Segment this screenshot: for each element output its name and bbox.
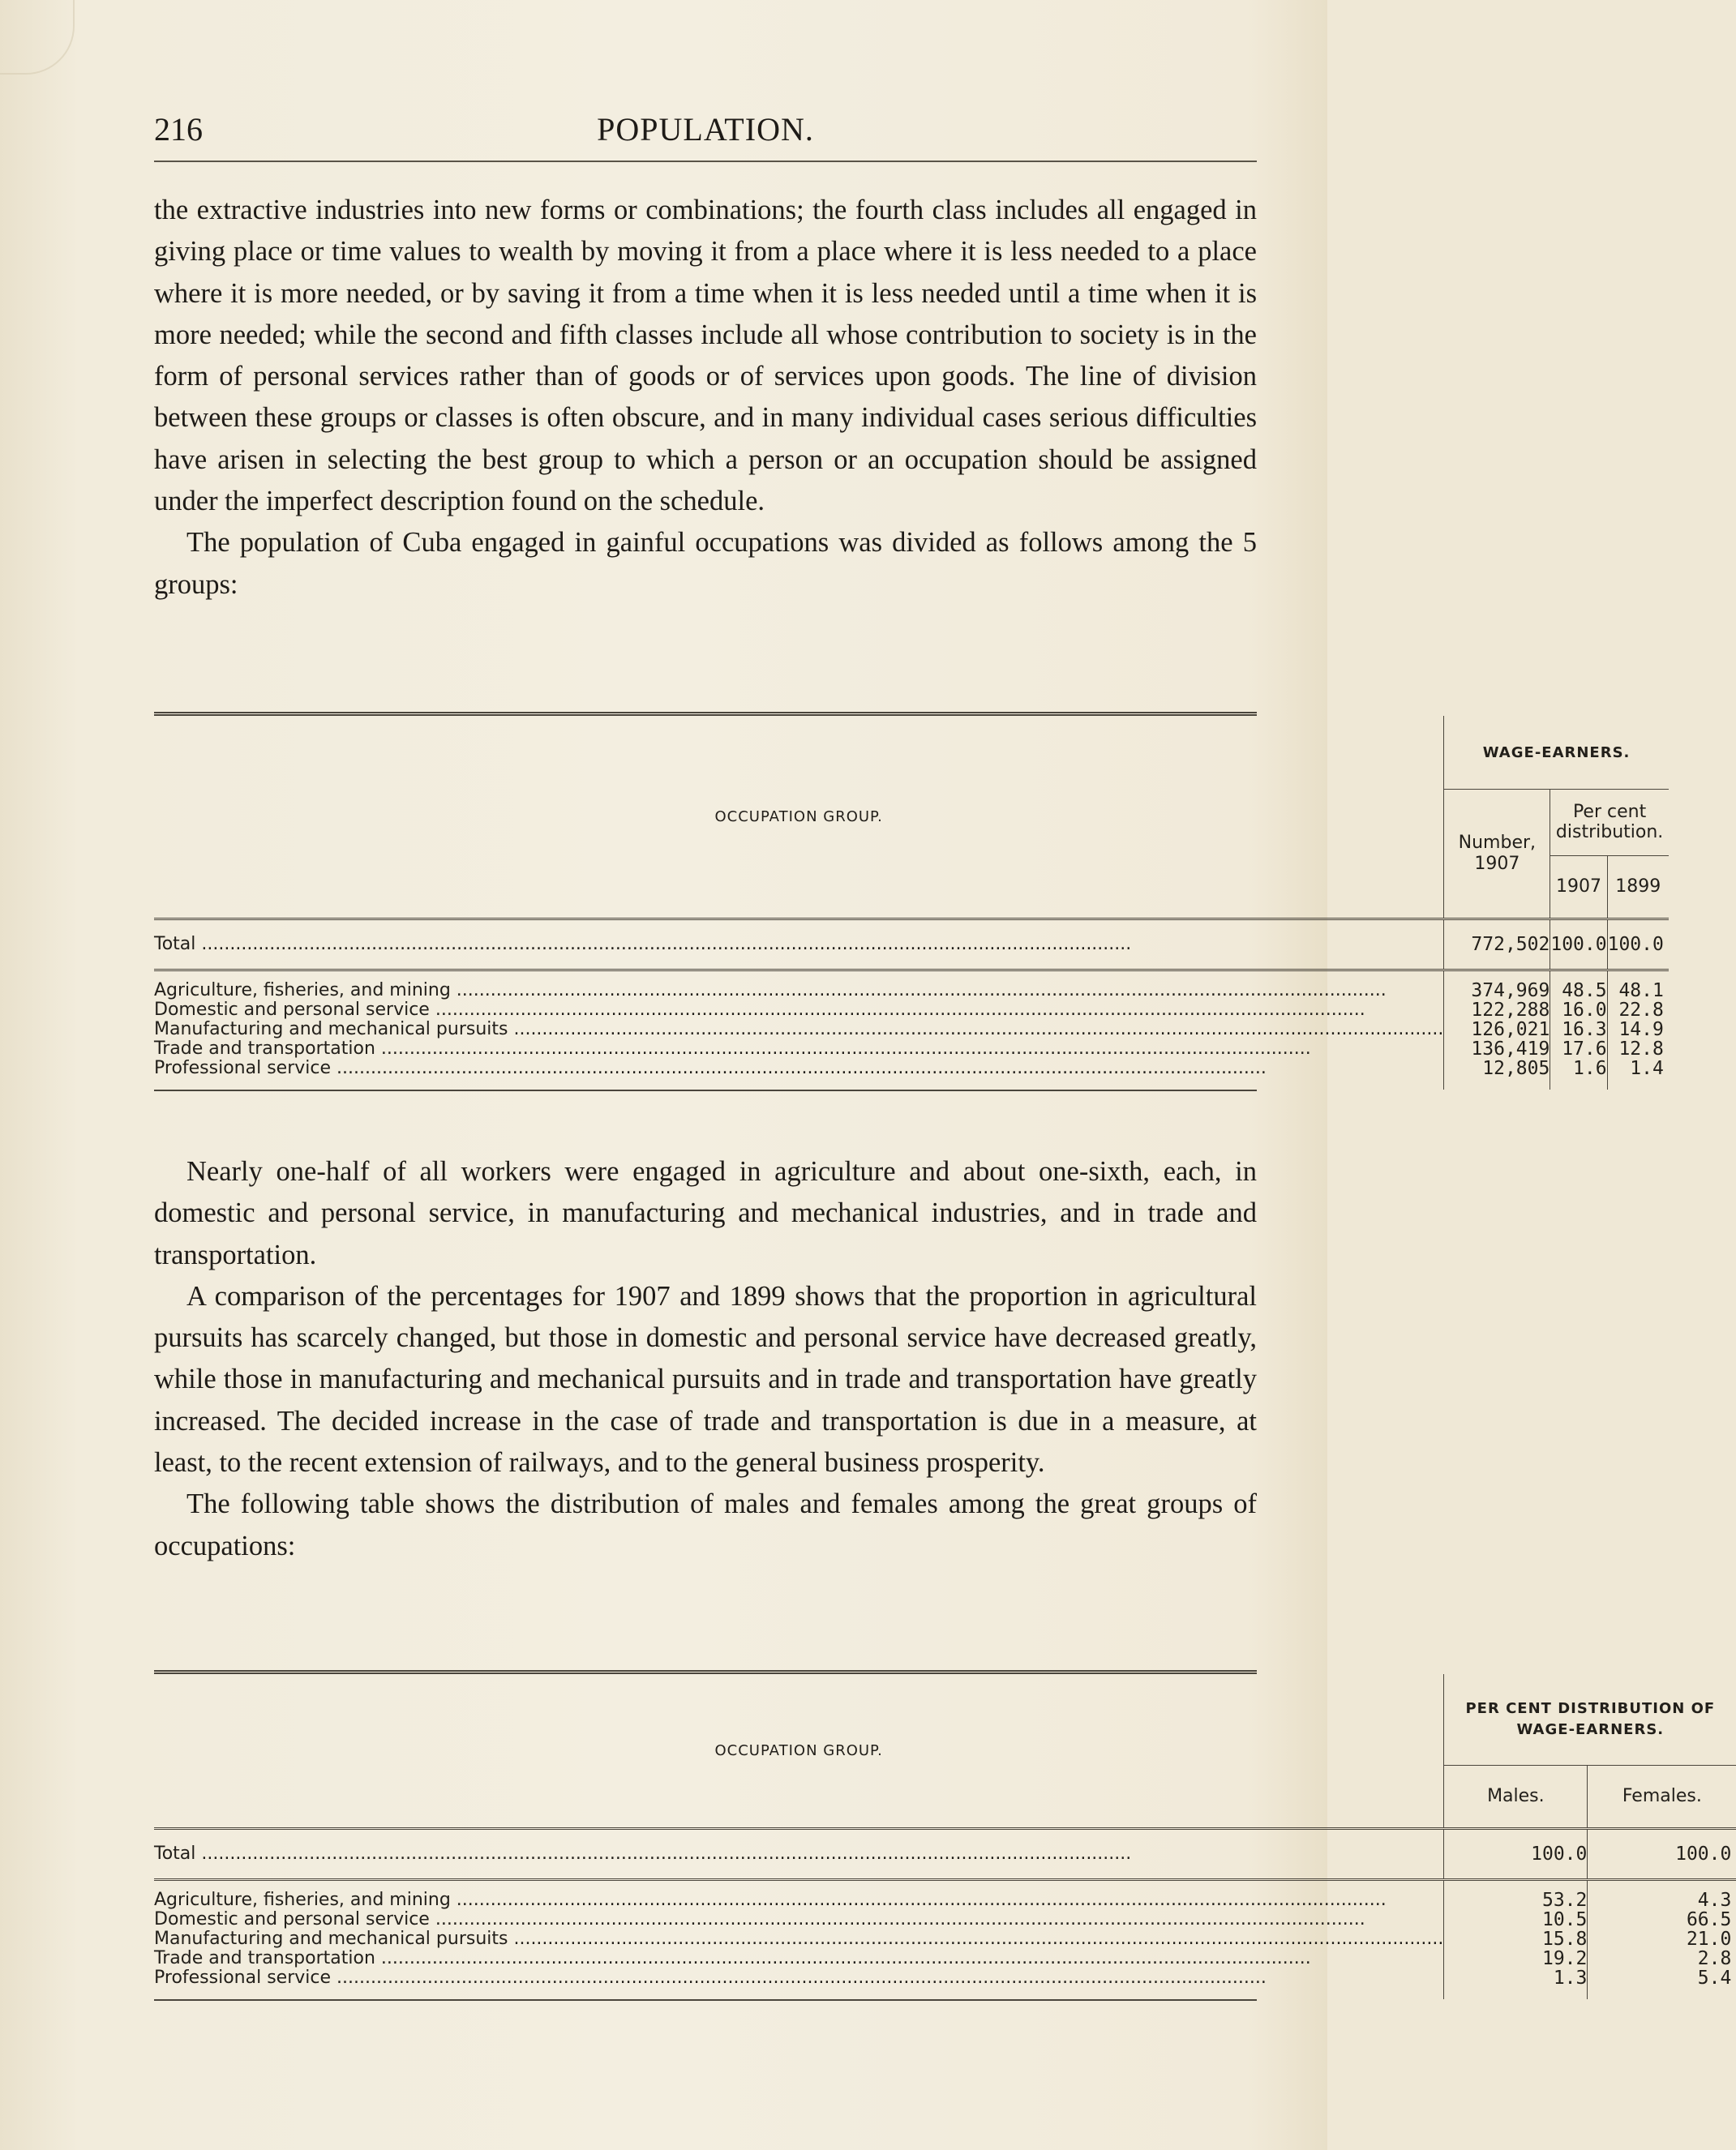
row-label-text: Domestic and personal service .....	[154, 1000, 1443, 1020]
text-block-middle	[154, 1151, 1257, 1567]
header-occupation-group-text: OCCUPATION GROUP.	[714, 1741, 883, 1759]
paragraph: Nearly one-half of all workers were engaged in agriculture and about one-sixth, each, in domestic and personal service, in manufacturing and mechanical industries, and in trade and transportation.	[154, 1156, 1257, 1270]
paragraph: The population of Cuba engaged in gainful occupations was divided as follows among the 5 groups:	[154, 527, 1257, 600]
row-label-text: Trade and transportation .....	[154, 1039, 1443, 1059]
cell-males: 10.5	[1444, 1910, 1588, 1929]
cell-pc-1907: 17.6	[1550, 1039, 1607, 1059]
cell-pc-1907: 48.5	[1550, 970, 1607, 1000]
cell-pc-1899: 22.8	[1618, 999, 1664, 1021]
row-label-text: Manufacturing and mechanical pursuits .....	[154, 1020, 1443, 1039]
header-per-cent-distribution-text: PER CENT DISTRIBUTION OF WAGE-EARNERS.	[1465, 1699, 1716, 1738]
row-label	[154, 1059, 1444, 1090]
row-label	[154, 970, 1444, 1000]
cell-pc-1907: 1.6	[1550, 1059, 1607, 1090]
table-row	[154, 1879, 1736, 1910]
row-label-total-text: Total .....	[154, 1844, 1443, 1864]
table-bottom-rule	[154, 1090, 1257, 1091]
cell-number: 126,021	[1444, 1020, 1550, 1039]
page-corner-fold	[0, 0, 75, 75]
cell-number: 12,805	[1444, 1059, 1550, 1090]
table-row	[154, 1910, 1736, 1929]
table-grid	[154, 1674, 1736, 1999]
row-label-text: Agriculture, fisheries, and mining .....	[154, 981, 1443, 1000]
header-males: Males.	[1444, 1765, 1588, 1828]
header-number-1907-text: Number, 1907	[1458, 832, 1537, 874]
cell-males: 1.3	[1444, 1968, 1588, 1999]
cell-pc-1899: 12.8	[1618, 1038, 1664, 1060]
row-label-total-text: Total .....	[154, 934, 1443, 954]
row-label	[154, 1910, 1444, 1929]
header-year-1899: 1899	[1607, 855, 1669, 919]
table-row-total	[154, 919, 1669, 970]
cell-females: 100.0	[1588, 1828, 1736, 1879]
header-number-1907	[1444, 789, 1550, 919]
table-bottom-rule	[154, 1999, 1257, 2001]
cell-females: 2.8	[1697, 1947, 1732, 1969]
cell-males: 15.8	[1444, 1929, 1588, 1949]
row-label	[154, 1039, 1444, 1059]
cell-pc-1899: 14.9	[1618, 1018, 1664, 1040]
paragraph: the extractive industries into new forms or combinations; the fourth class includes all engaged in giving place or time values to wealth by moving it from a place where it is less needed to a place where it is more needed, or by saving it from a time when it is less needed until a time when it is more needed; while the second and fifth classes include all whose contribution to society is in the form of personal services rather than of goods or of services upon goods. The line of division between these groups or classes is often obscure, and in many individual cases serious difficulties have arisen in selecting the best group to which a person or an occupation should be assigned under the imperfect description found on the schedule.	[154, 195, 1257, 517]
header-per-cent	[1550, 789, 1669, 855]
row-label	[154, 1000, 1444, 1020]
table-occupation-groups	[154, 712, 1664, 1091]
header-occupation-group-text: OCCUPATION GROUP.	[714, 807, 883, 825]
table-row	[154, 1020, 1669, 1039]
table-sex-distribution	[154, 1670, 1732, 2001]
row-label	[154, 1879, 1444, 1910]
header-occupation-group	[154, 1674, 1444, 1828]
cell-males: 53.2	[1444, 1879, 1588, 1910]
row-label	[154, 1929, 1444, 1949]
row-label-total	[154, 919, 1444, 970]
cell-pc-1907: 100.0	[1550, 919, 1607, 970]
table-row	[154, 1968, 1736, 1999]
page-header	[154, 105, 1257, 154]
header-per-cent-distribution	[1444, 1674, 1736, 1765]
row-label-text: Agriculture, fisheries, and mining .....	[154, 1891, 1443, 1910]
row-label-text: Professional service .....	[154, 1968, 1443, 1988]
running-head: POPULATION.	[597, 111, 814, 148]
row-label-text: Manufacturing and mechanical pursuits .....	[154, 1929, 1443, 1949]
paragraph: The following table shows the distribution of males and females among the great groups of occupations:	[154, 1488, 1257, 1561]
header-per-cent-text: Per cent distribution.	[1555, 802, 1664, 842]
cell-pc-1899: 48.1	[1618, 979, 1664, 1001]
cell-females: 66.5	[1686, 1908, 1732, 1930]
table-row	[154, 1949, 1736, 1968]
row-label-text: Trade and transportation .....	[154, 1949, 1443, 1968]
table-row	[154, 1059, 1669, 1090]
cell-number: 374,969	[1444, 970, 1550, 1000]
header-occupation-group	[154, 716, 1444, 919]
cell-females: 21.0	[1686, 1928, 1732, 1950]
table-grid	[154, 716, 1669, 1090]
header-year-1907: 1907	[1550, 855, 1607, 919]
table-row	[154, 1039, 1669, 1059]
cell-pc-1899: 100.0	[1607, 919, 1669, 970]
row-label-text: Domestic and personal service .....	[154, 1910, 1443, 1929]
header-wage-earners-text: WAGE-EARNERS.	[1482, 744, 1631, 762]
text-block-top	[154, 190, 1257, 606]
cell-pc-1907: 16.3	[1550, 1020, 1607, 1039]
cell-males: 100.0	[1444, 1828, 1588, 1879]
row-label	[154, 1020, 1444, 1039]
header-wage-earners	[1444, 716, 1669, 789]
row-label	[154, 1968, 1444, 1999]
table-row	[154, 1000, 1669, 1020]
cell-number: 122,288	[1444, 1000, 1550, 1020]
cell-number: 136,419	[1444, 1039, 1550, 1059]
paragraph: A comparison of the percentages for 1907 and 1899 shows that the proportion in agricultural pursuits has scarcely changed, but those in domestic and personal service have decreased greatly, while those in manufacturing and mechanical pursuits and in trade and transportation have greatly increased. The decided increase in the case of trade and transportation is due in a measure, at least, to the recent extension of railways, and to the general business prosperity.	[154, 1280, 1257, 1479]
cell-number: 772,502	[1444, 919, 1550, 970]
cell-males: 19.2	[1444, 1949, 1588, 1968]
cell-females: 4.3	[1697, 1889, 1732, 1911]
row-label-total	[154, 1828, 1444, 1879]
row-label-text: Professional service .....	[154, 1059, 1443, 1078]
header-females: Females.	[1588, 1765, 1736, 1828]
cell-females: 5.4	[1697, 1967, 1732, 1989]
header-rule	[154, 161, 1257, 162]
table-row-total	[154, 1828, 1736, 1879]
cell-pc-1899: 1.4	[1630, 1057, 1664, 1079]
table-row	[154, 970, 1669, 1000]
table-row	[154, 1929, 1736, 1949]
page-number: 216	[154, 111, 203, 148]
row-label	[154, 1949, 1444, 1968]
cell-pc-1907: 16.0	[1550, 1000, 1607, 1020]
